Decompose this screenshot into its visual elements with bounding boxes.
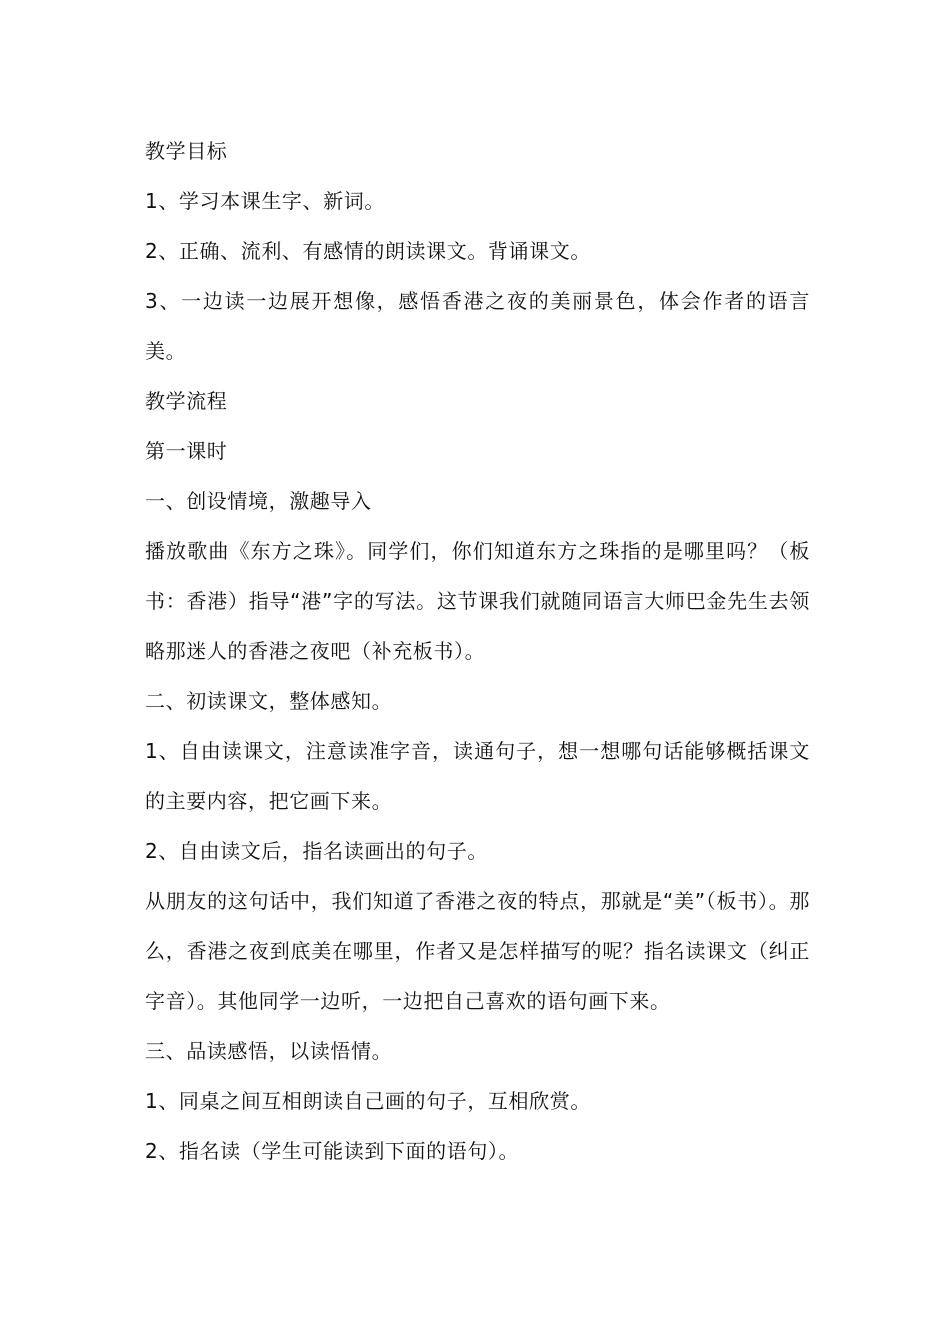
goal-item-3: 3、一边读一边展开想像，感悟香港之夜的美丽景色，体会作者的语言美。 xyxy=(145,289,810,363)
section-2-paragraph: 从朋友的这句话中，我们知道了香港之夜的特点，那就是“美”（板书）。那么，香港之夜到底美在哪里，作者又是怎样描写的呢？指名读课文（纠正字音）。其他同学一边听，一边把自己喜欢的语句画下来。 xyxy=(145,889,810,1013)
heading-teaching-goals: 教学目标 xyxy=(145,139,228,163)
goal-item-2: 2、正确、流利、有感情的朗读课文。背诵课文。 xyxy=(145,239,591,263)
section-heading-2: 二、初读课文，整体感知。 xyxy=(145,689,393,713)
section-2-item-1: 1、自由读课文，注意读准字音，读通句子，想一想哪句话能够概括课文的主要内容，把它画下来。 xyxy=(145,739,810,813)
section-1-paragraph: 播放歌曲《东方之珠》。同学们，你们知道东方之珠指的是哪里吗？（板书：香港）指导“港”字的写法。这节课我们就随同语言大师巴金先生去领略那迷人的香港之夜吧（补充板书）。 xyxy=(145,539,810,663)
heading-first-lesson: 第一课时 xyxy=(145,439,228,463)
section-3-item-1: 1、同桌之间互相朗读自己画的句子，互相欣赏。 xyxy=(145,1089,591,1113)
document-body xyxy=(145,126,810,1176)
section-2-item-2: 2、自由读文后，指名读画出的句子。 xyxy=(145,839,488,863)
heading-teaching-process: 教学流程 xyxy=(145,389,228,413)
section-3-item-2: 2、指名读（学生可能读到下面的语句）。 xyxy=(145,1139,520,1163)
section-heading-1: 一、创设情境，激趣导入 xyxy=(145,489,372,513)
goal-item-1: 1、学习本课生字、新词。 xyxy=(145,189,385,213)
section-heading-3: 三、品读感悟，以读悟情。 xyxy=(145,1039,393,1063)
